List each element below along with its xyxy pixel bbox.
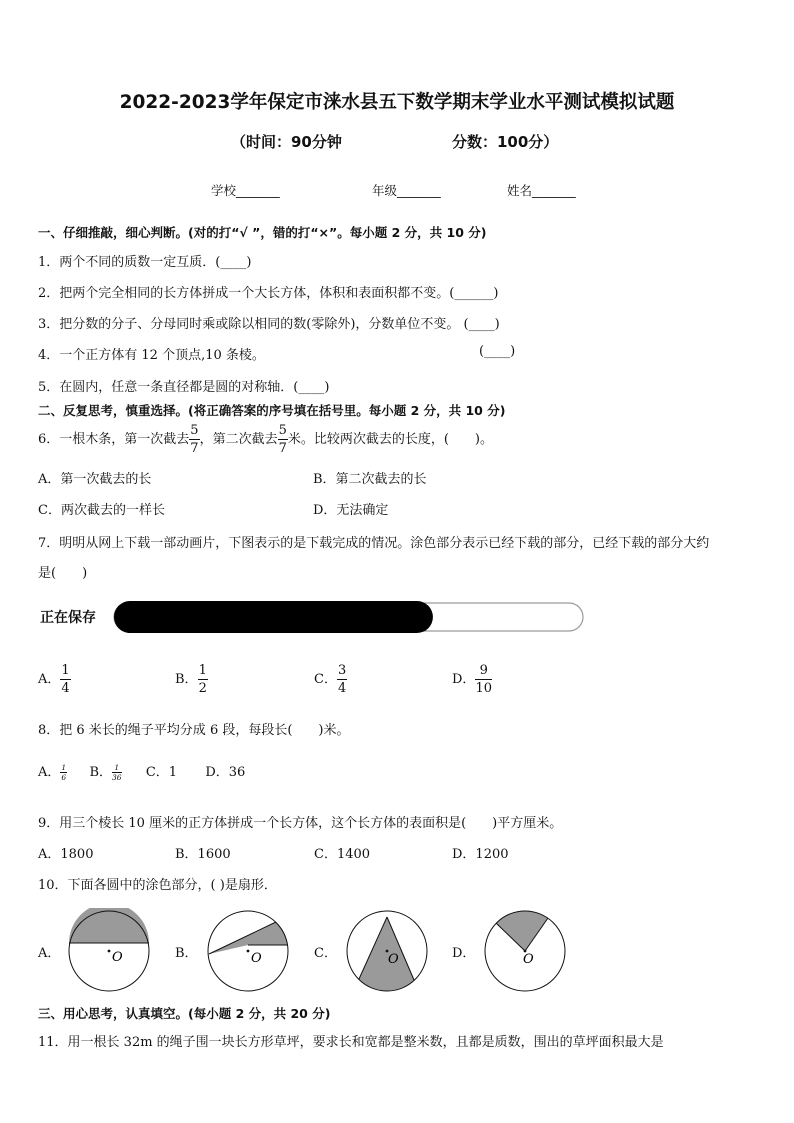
q10-b-shaded-region	[209, 922, 288, 954]
question-3: 3．把分数的分子、分母同时乘或除以相同的数(零除外)，分数单位不变。 (____)	[38, 317, 500, 332]
q6-option-b: B．第二次截去的长	[313, 472, 427, 487]
q10-a-center-dot	[108, 950, 111, 953]
exam-score: 分数：100分）	[452, 133, 559, 151]
question-1: 1．两个不同的质数一定互质．(____)	[38, 255, 252, 270]
q7-option-d-num: 9	[475, 664, 492, 680]
q9-option-b: B．1600	[175, 847, 231, 862]
question-9: 9．用三个棱长 10 厘米的正方体拼成一个长方体，这个长方体的表面积是( )平方厘米。	[38, 816, 563, 831]
download-progress-bar	[110, 598, 588, 636]
q8-option-b-den: 36	[112, 773, 122, 782]
section3-heading: 三、用心思考，认真填空。(每小题 2 分，共 20 分)	[38, 1006, 331, 1021]
q10-b-center-dot	[247, 950, 250, 953]
question-4: 4．一个正方体有 12 个顶点,10 条棱。	[38, 348, 265, 363]
q7-option-a-letter: A．	[38, 672, 61, 687]
q8-option-b: B．	[89, 765, 113, 780]
q8-option-a-den: 6	[61, 773, 67, 782]
q6-fraction-2-num: 5	[278, 423, 287, 438]
name-field: 姓名_______	[507, 183, 576, 198]
q9-option-d: D．1200	[452, 847, 509, 862]
q9-option-a: A．1800	[38, 847, 94, 862]
q6-fraction-2	[278, 424, 288, 455]
q6-option-a: A．第一次截去的长	[38, 472, 152, 487]
question-4-blank: (____)	[479, 344, 516, 359]
q10-d-center-label: O	[523, 952, 534, 967]
q7-option-c-den: 4	[337, 681, 347, 696]
q8-option-a: A．	[38, 765, 61, 780]
grade-field: 年级_______	[372, 183, 441, 198]
q6-fraction-1-den: 7	[190, 441, 199, 456]
q7-option-b-den: 2	[198, 681, 207, 696]
question-8: 8．把 6 米长的绳子平均分成 6 段，每段长( )米。	[38, 723, 350, 738]
q6-text-3: 米。比较两次截去的长度，( )。	[287, 432, 494, 447]
q10-circle-a	[66, 908, 152, 994]
q7-option-b-letter: B．	[175, 672, 198, 687]
school-field: 学校_______	[211, 183, 280, 198]
exam-time: （时间：90分钟	[231, 133, 342, 151]
q10-option-d-letter: D．	[452, 946, 476, 961]
question-7-line-2: 是( )	[38, 566, 88, 581]
q9-option-c: C．1400	[314, 847, 371, 862]
q7-option-a-num: 1	[61, 663, 70, 678]
saving-label: 正在保存	[40, 610, 96, 626]
q10-a-shaded-segment	[69, 908, 149, 943]
q8-option-a-fraction	[60, 764, 67, 782]
q10-c-shaded-region	[359, 917, 414, 990]
q10-circle-d	[482, 908, 568, 994]
q7-option-c-letter: C．	[314, 672, 337, 687]
q10-circle-b	[205, 908, 291, 994]
q7-option-b-num: 1	[198, 663, 207, 678]
q8-option-a-num: 1	[61, 762, 67, 772]
q7-option-a	[38, 660, 71, 700]
progress-fill	[114, 601, 433, 633]
section1-heading: 一、仔细推敲，细心判断。(对的打“√ ”，错的打“×”。每小题 2 分，共 10 分)	[38, 225, 487, 240]
q6-option-c: C．两次截去的一样长	[38, 503, 165, 518]
q6-fraction-1	[189, 424, 199, 455]
question-7-line-1: 7．明明从网上下载一部动画片，下图表示的是下载完成的情况。涂色部分表示已经下载的部分，已经下载的部分大约	[38, 536, 710, 551]
q10-a-center-label: O	[112, 950, 123, 965]
q6-fraction-1-num: 5	[190, 423, 199, 438]
q7-option-d	[452, 660, 492, 700]
q8-option-b-fraction	[112, 764, 122, 782]
q10-option-b-letter: B．	[175, 946, 198, 961]
q10-option-c-letter: C．	[314, 946, 337, 961]
section2-heading: 二、反复思考，慎重选择。(将正确答案的序号填在括号里。每小题 2 分，共 10 分)	[38, 403, 506, 418]
question-6	[38, 420, 493, 460]
q6-fraction-2-den: 7	[278, 441, 287, 456]
q8-option-b-num: 1	[112, 764, 122, 774]
q7-option-a-den: 4	[61, 681, 70, 696]
question-2: 2．把两个完全相同的长方体拼成一个大长方体，体积和表面积都不变。(______)	[38, 286, 499, 301]
q10-option-a-letter: A．	[38, 946, 61, 961]
q10-c-center-label: O	[388, 952, 399, 967]
q6-text-2: ，第二次截去	[199, 432, 278, 447]
q7-option-b	[175, 660, 208, 700]
q8-option-c: C．1	[145, 765, 178, 780]
q6-option-d: D．无法确定	[313, 503, 389, 518]
page-title: 2022-2023学年保定市涞水县五下数学期末学业水平测试模拟试题	[119, 92, 675, 113]
q10-circle-c	[344, 908, 430, 994]
question-11: 11．用一根长 32m 的绳子围一块长方形草坪，要求长和宽都是整米数，且都是质数，围出的草坪面积最大是	[38, 1035, 664, 1050]
q8-options	[38, 760, 245, 786]
q6-text-1: 6．一根木条，第一次截去	[38, 432, 190, 447]
q10-b-center-label: O	[251, 951, 262, 966]
question-5: 5．在圆内，任意一条直径都是圆的对称轴．(____)	[38, 380, 330, 395]
q7-option-c	[314, 660, 347, 700]
question-10: 10．下面各圆中的涂色部分，( )是扇形．	[38, 878, 277, 893]
q8-option-d: D．36	[205, 765, 246, 780]
q7-option-d-den: 10	[475, 681, 492, 696]
q7-option-c-num: 3	[337, 663, 347, 678]
q7-option-d-letter: D．	[452, 672, 476, 687]
